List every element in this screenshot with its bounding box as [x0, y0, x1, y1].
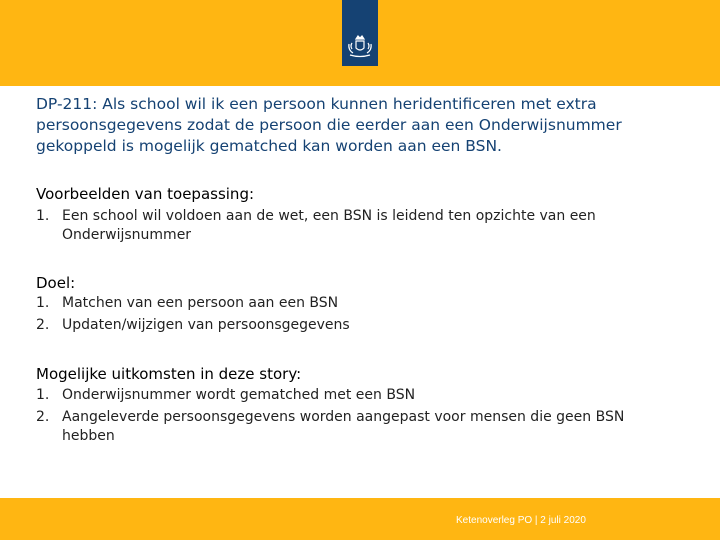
- list-item: [36, 207, 676, 245]
- list-text: Aangeleverde persoonsgegevens worden aangepast voor mensen die geen BSN hebben: [62, 409, 625, 444]
- heading-uitkomsten: Mogelijke uitkomsten in deze story:: [36, 365, 302, 383]
- list-item: [36, 294, 676, 313]
- header-band: [0, 0, 720, 86]
- list-item: [36, 316, 676, 335]
- list-item: [36, 408, 676, 446]
- list-number: 1.: [36, 387, 50, 403]
- list-text: Matchen van een persoon aan een BSN: [62, 295, 339, 311]
- list-text: Een school wil voldoen aan de wet, een BSN is leidend ten opzichte van een Onderwijsnummer: [62, 208, 596, 243]
- list-text: Onderwijsnummer wordt gematched met een BSN: [62, 387, 416, 403]
- list-uitkomsten: [36, 386, 676, 449]
- page-title: DP-211: Als school wil ik een persoon kunnen heridentificeren met extra persoonsgegevens zodat de persoon die eerder aan een Onderwijsnummer gekoppeld is mogelijk gematched kan worden aan een BSN.: [36, 95, 622, 155]
- list-voorbeelden: [36, 207, 676, 248]
- list-number: 1.: [36, 208, 50, 224]
- royal-coat-of-arms-icon: [346, 34, 374, 60]
- list-number: 1.: [36, 295, 50, 311]
- logo: [342, 0, 378, 66]
- footer-band: [0, 498, 720, 540]
- heading-voorbeelden: Voorbeelden van toepassing:: [36, 185, 255, 203]
- footer-text: Ketenoverleg PO | 2 juli 2020: [456, 515, 586, 526]
- heading-doel: Doel:: [36, 274, 76, 292]
- list-text: Updaten/wijzigen van persoonsgegevens: [62, 317, 350, 333]
- list-number: 2.: [36, 409, 50, 425]
- list-doel: [36, 294, 676, 338]
- list-number: 2.: [36, 317, 50, 333]
- list-item: [36, 386, 676, 405]
